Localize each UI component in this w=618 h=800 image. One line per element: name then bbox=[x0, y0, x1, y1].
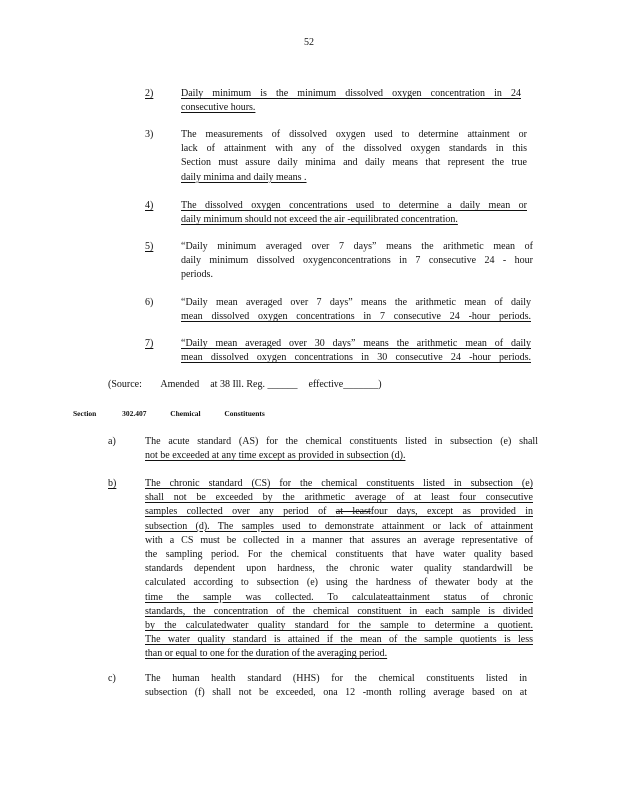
text-line: not be exceeded at any time except as provided in subsection (d). bbox=[145, 450, 406, 462]
text-line: calculated according to subsection (e) using the hardness of thewater body at the bbox=[145, 577, 533, 589]
text-line: the sampling period. For the chemical constituents that have water quality based bbox=[145, 549, 533, 561]
text-line: Section must assure daily minima and daily means that represent the true bbox=[181, 157, 527, 169]
item-number: 2) bbox=[145, 88, 154, 99]
text-line: by the calculatedwater quality standard for the sample to determine a quotient. bbox=[145, 620, 533, 632]
item-text bbox=[181, 337, 531, 365]
item-number: 6) bbox=[145, 297, 154, 308]
subsection-number: a) bbox=[108, 436, 116, 447]
text-line: subsection (f) shall not be exceeded, ona 12 -month rolling average based on at bbox=[145, 687, 527, 699]
text-line: The human health standard (HHS) for the chemical constituents listed in bbox=[145, 673, 527, 684]
section-number: 302.407 bbox=[122, 409, 147, 418]
source-amended: Amended bbox=[160, 379, 200, 390]
source-effective: effective bbox=[308, 379, 344, 390]
item-number: 3) bbox=[145, 129, 154, 140]
text-line: periods. bbox=[181, 269, 213, 281]
page-number: 52 bbox=[304, 37, 314, 48]
source-blank-2: _______) bbox=[343, 379, 382, 390]
text-line: The chronic standard (CS) for the chemical constituents listed in subsection (e) bbox=[145, 478, 533, 489]
text-line: “Daily minimum averaged over 7 days” means the arithmetic mean of bbox=[181, 241, 533, 252]
text-line: subsection (d). The samples used to demonstrate attainment or lack of attainment bbox=[145, 520, 533, 532]
item-text bbox=[181, 296, 531, 324]
subsection-text bbox=[145, 435, 538, 463]
text-line: daily minima and daily means . bbox=[181, 171, 307, 183]
source-note bbox=[108, 379, 382, 390]
source-label: (Source: bbox=[108, 379, 142, 390]
text-line: standards dependent upon hardness, the chronic water quality standardwill be bbox=[145, 563, 533, 575]
text-line: Daily minimum is the minimum dissolved oxygen concentration in 24 bbox=[181, 88, 521, 99]
item-text bbox=[181, 128, 527, 185]
text-line: consecutive hours. bbox=[181, 102, 256, 114]
text-line: than or equal to one for the duration of the averaging period. bbox=[145, 648, 388, 660]
text-segment: samples collected over any period of bbox=[145, 506, 336, 518]
text-line: lack of attainment with any of the dissolved oxygen standards in this bbox=[181, 143, 527, 155]
text-line: standards, the concentration of the chemical constituent in each sample is divided bbox=[145, 605, 533, 617]
section-title-word: Constituents bbox=[224, 409, 265, 418]
section-heading bbox=[73, 409, 265, 418]
text-line: “Daily mean averaged over 7 days” means the arithmetic mean of daily bbox=[181, 297, 531, 308]
text-line: The measurements of dissolved oxygen used to determine attainment or bbox=[181, 129, 527, 140]
text-line: “Daily mean averaged over 30 days” means the arithmetic mean of daily bbox=[181, 338, 531, 349]
subsection-text bbox=[145, 672, 527, 700]
text-line: mean dissolved oxygen concentrations in 30 consecutive 24 -hour periods. bbox=[181, 352, 531, 364]
text-line: mean dissolved oxygen concentrations in 7 consecutive 24 -hour periods. bbox=[181, 311, 531, 323]
text-line: time the sample was collected. To calculateattainment status of chronic bbox=[145, 591, 533, 603]
item-number: 5) bbox=[145, 241, 154, 252]
source-reg: at 38 Ill. Reg. bbox=[210, 379, 265, 390]
text-line: daily minimum should not exceed the air -equilibrated concentration. bbox=[181, 214, 458, 226]
source-blank: ______ bbox=[267, 379, 298, 390]
subsection-number: b) bbox=[108, 478, 117, 489]
item-text bbox=[181, 87, 521, 115]
text-segment: four days, except as provided in bbox=[370, 506, 533, 518]
section-title-word: Chemical bbox=[170, 409, 201, 418]
text-line bbox=[145, 505, 533, 519]
subsection-number: c) bbox=[108, 673, 116, 684]
item-number: 4) bbox=[145, 200, 154, 211]
item-text bbox=[181, 240, 533, 283]
text-line: The acute standard (AS) for the chemical constituents listed in subsection (e) shall bbox=[145, 436, 538, 447]
struck-text: at least bbox=[335, 506, 371, 518]
text-line: with a CS must be collected in a manner that assures an average representative of bbox=[145, 534, 533, 546]
section-label: Section bbox=[73, 409, 97, 418]
subsection-text bbox=[145, 477, 533, 662]
item-number: 7) bbox=[145, 338, 154, 349]
text-line: shall not be exceeded by the arithmetic average of at least four consecutive bbox=[145, 492, 533, 504]
item-text bbox=[181, 199, 527, 227]
text-line: The dissolved oxygen concentrations used to determine a daily mean or bbox=[181, 200, 527, 211]
text-line: The water quality standard is attained if the mean of the sample quotients is less bbox=[145, 634, 533, 646]
text-line: daily minimum dissolved oxygenconcentrations in 7 consecutive 24 - hour bbox=[181, 255, 533, 267]
